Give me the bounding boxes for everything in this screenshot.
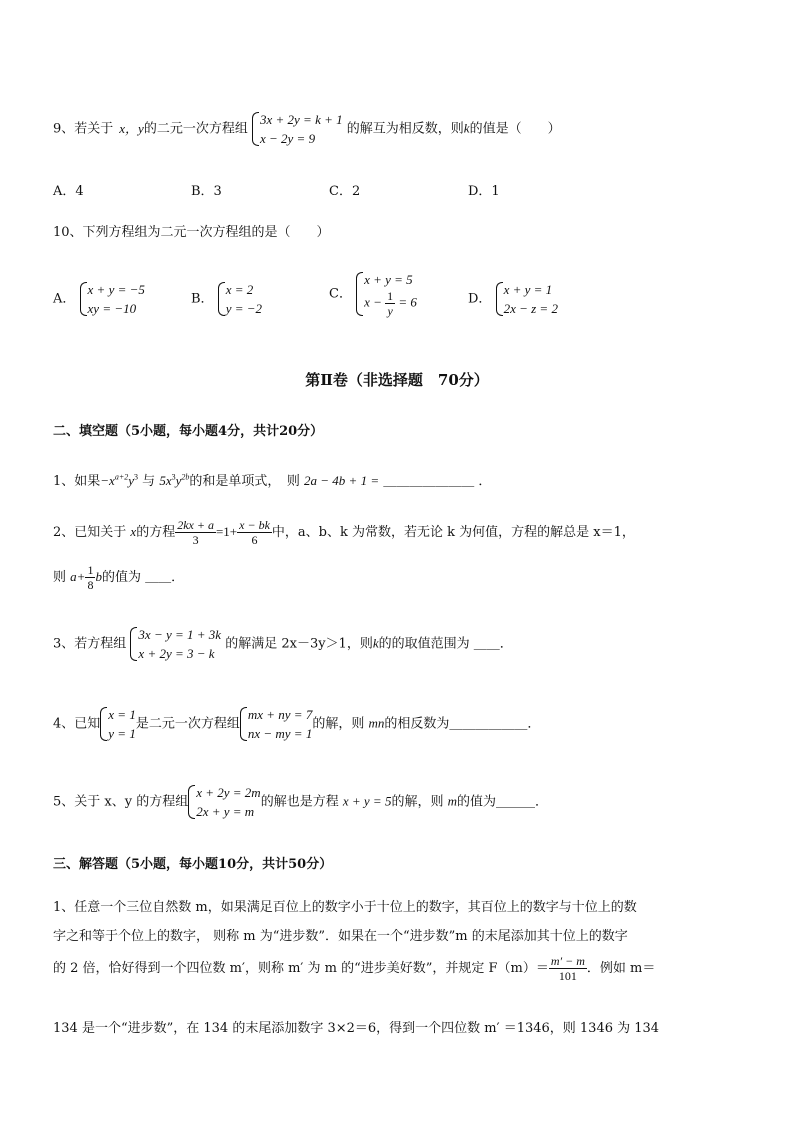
fill-q4 <box>53 705 540 743</box>
answer-q1-line4: 134 是一个“进步数”，在 134 的末尾添加数字 3×2＝6，得到一个四位数 m′ ＝1346，则 1346 为 134 <box>53 1021 660 1036</box>
q10-c-label: C． <box>329 286 352 302</box>
fill-q4-system1 <box>100 705 136 743</box>
fill-q1-exp1b: 3 <box>134 472 139 482</box>
fill-q4-blank[interactable]: ＿＿＿＿＿＿ <box>449 716 528 732</box>
fill-q4-prefix: 4、已知 <box>53 716 101 732</box>
fill-q2-line2-post: 的值为 <box>101 570 141 585</box>
fill-q5-eq1: x + 2y = 2m <box>196 785 261 800</box>
fill-q3-end: ． <box>499 636 513 652</box>
q9-eq2: x − 2y = 9 <box>259 131 316 146</box>
q10-stem: 10、下列方程组为二元一次方程组的是（ ） <box>53 225 330 240</box>
fill-q2-x: x <box>130 524 137 539</box>
fill-q4-system2 <box>240 705 312 743</box>
fill-q3-eq2: x + 2y = 3 − k <box>138 646 215 661</box>
fill-q4-text1: 是二元一次方程组 <box>135 716 240 732</box>
q9-text2: 的解互为相反数，则 <box>346 121 464 137</box>
fill-q2-line2 <box>53 563 184 592</box>
q9-text3: 的值是（ ） <box>469 121 561 137</box>
fill-q2-prefix: 2、已知关于 <box>53 525 127 540</box>
fill-q3-k: k <box>372 635 379 651</box>
fill-q1-exp2b: 2b <box>181 472 190 482</box>
fill-q2-frac1-num: 2kx + a <box>177 518 214 532</box>
fill-q1-term1: −x <box>100 473 115 488</box>
fill-q3-text: 的解满足 2x－3y＞1，则 <box>225 636 373 652</box>
q9-eq1: 3x + 2y = k + 1 <box>259 112 343 127</box>
fill-q2-frac3-num: 1 <box>87 563 94 577</box>
fill-q3-eq1: 3x − y = 1 + 3k <box>138 627 222 642</box>
q10-b-system <box>218 280 262 318</box>
fill-q4-s2-eq1: mx + ny = 7 <box>247 707 313 722</box>
q9-equation-system <box>252 110 343 148</box>
fill-q4-s1-eq2: y = 1 <box>108 726 136 741</box>
q10-b-eq1: x = 2 <box>225 282 254 297</box>
fill-q1-term2: 5x <box>159 473 172 488</box>
answer-q1-frac-num: m′ − m <box>550 954 585 968</box>
fill-q2-frac2 <box>237 518 272 547</box>
q10-d-eq1: x + y = 1 <box>503 282 553 297</box>
fill-q3 <box>53 625 513 663</box>
q10-c-frac-num: 1 <box>387 289 394 303</box>
section3-title: 三、解答题（5小题，每小题10分，共计50分） <box>53 857 333 872</box>
fill-q2-eq: =1+ <box>215 524 238 539</box>
q10-a-system <box>80 280 145 318</box>
q10-d-label: D． <box>468 291 492 307</box>
fill-q2-blank[interactable]: ＿＿ <box>145 570 172 585</box>
fill-q1-exp2: 3 <box>171 472 176 482</box>
fill-q4-mn: mn <box>368 715 385 731</box>
fill-q5-eq2: 2x + y = m <box>196 804 255 819</box>
fill-q1-exp1: a+2 <box>114 472 129 482</box>
fill-q1-blank[interactable]: ＿＿＿＿＿＿＿ <box>383 474 475 489</box>
q10-a-eq2: xy = −10 <box>87 301 137 316</box>
q10-c-fraction <box>385 289 395 318</box>
q10-option-b[interactable] <box>191 280 262 318</box>
fill-q5-eq: x + y = 5 <box>342 793 392 809</box>
fill-q4-end: ． <box>527 716 541 732</box>
fill-q1-y1: y <box>128 473 135 488</box>
answer-q1-fraction <box>549 954 587 983</box>
fill-q1-mid: 与 <box>142 474 156 489</box>
fill-q2-frac1-den: 3 <box>192 533 199 547</box>
fill-q5-text2: 的解，则 <box>391 794 444 810</box>
fill-q5-text3: 的值为 <box>457 794 497 810</box>
fill-q1 <box>53 470 491 489</box>
fill-q1-prefix: 1、如果 <box>53 474 101 489</box>
q9-option-b[interactable]: B．3 <box>191 184 222 199</box>
q9-prefix: 9、若关于 <box>53 121 114 137</box>
fill-q4-s1-eq1: x = 1 <box>108 707 136 722</box>
section2-title: 二、填空题（5小题，每小题4分，共计20分） <box>53 424 324 439</box>
part2-title: 第Ⅱ卷（非选择题 70分） <box>305 371 489 389</box>
q9-option-a[interactable]: A．4 <box>53 184 84 199</box>
q10-b-label: B． <box>191 291 214 307</box>
q10-option-d[interactable] <box>468 280 558 318</box>
fill-q1-expr: 2a − 4b + 1 = <box>304 473 380 488</box>
answer-q1-line2: 字之和等于个位上的数字， 则称 m 为“进步数”．如果在一个“进步数”m 的末尾添加其十位上的数字 <box>53 929 628 944</box>
fill-q2-end: ． <box>171 570 185 585</box>
fill-q2-frac3-den: 8 <box>87 578 94 592</box>
fill-q3-prefix: 3、若方程组 <box>53 636 127 652</box>
answer-q1-line3-post: ．例如 m＝ <box>586 961 656 976</box>
q10-c-eq2-post: = 6 <box>398 294 417 310</box>
q10-c-eq2-pre: x − <box>364 294 382 310</box>
fill-q5-prefix: 5、关于 x、y 的方程组 <box>53 794 189 810</box>
q10-option-a[interactable] <box>53 280 145 318</box>
fill-q2-frac2-den: 6 <box>251 533 258 547</box>
q10-a-label: A． <box>53 291 76 307</box>
fill-q5-end: ． <box>535 794 549 810</box>
answer-q1-line3 <box>53 954 655 983</box>
fill-q5 <box>53 783 548 821</box>
q10-d-eq2: 2x − z = 2 <box>503 301 558 316</box>
fill-q2-frac2-num: x − bk <box>239 518 270 532</box>
fill-q5-m: m <box>447 793 457 809</box>
fill-q2-line2-pre: 则 <box>53 570 67 585</box>
q10-c-eq1: x + y = 5 <box>364 272 413 287</box>
q10-b-eq2: y = −2 <box>225 301 263 316</box>
fill-q1-y2: y <box>175 473 182 488</box>
answer-q1-frac-den: 101 <box>558 969 577 983</box>
fill-q2-frac1 <box>175 518 216 547</box>
q10-c-frac-den: y <box>387 304 393 318</box>
q10-d-system <box>496 280 558 318</box>
fill-q4-s2-eq2: nx − my = 1 <box>247 726 313 741</box>
fill-q4-text3: 的相反数为 <box>384 716 450 732</box>
fill-q1-end: ． <box>478 474 492 489</box>
fill-q2-a: a+ <box>70 569 86 584</box>
fill-q5-system <box>188 783 260 821</box>
q10-c-system <box>356 270 417 318</box>
fill-q3-system <box>130 625 221 663</box>
fill-q3-blank[interactable]: ＿＿ <box>473 636 500 652</box>
answer-q1-line3-pre: 的 2 倍，恰好得到一个四位数 m′，则称 m′ 为 m 的“进步美好数”，并规定 F（m）＝ <box>53 961 549 976</box>
fill-q5-text1: 的解也是方程 <box>260 794 339 810</box>
q9-vars: x，y <box>119 120 144 136</box>
question-9 <box>53 110 561 148</box>
fill-q5-blank[interactable]: ＿＿＿ <box>496 794 536 810</box>
q10-option-c[interactable] <box>329 270 417 318</box>
q9-k: k <box>463 120 470 136</box>
fill-q2-b: b <box>95 569 102 584</box>
fill-q2-line1 <box>53 518 635 547</box>
q9-option-d[interactable]: D．1 <box>468 184 500 199</box>
q9-text1: 的二元一次方程组 <box>143 121 248 137</box>
fill-q1-text: 的和是单项式， 则 <box>189 474 300 489</box>
fill-q4-text2: 的解，则 <box>312 716 365 732</box>
q9-option-c[interactable]: C．2 <box>329 184 361 199</box>
fill-q2-text1: 的方程 <box>136 525 176 540</box>
fill-q2-text2: 中，a、b、k 为常数，若无论 k 为何值，方程的解总是 x＝1， <box>271 525 635 540</box>
fill-q3-text2: 的的取值范围为 <box>378 636 470 652</box>
answer-q1-line1: 1、任意一个三位自然数 m，如果满足百位上的数字小于十位上的数字，其百位上的数字与十位上的数 <box>53 900 637 915</box>
fill-q2-frac3 <box>85 563 95 592</box>
q10-a-eq1: x + y = −5 <box>87 282 145 297</box>
